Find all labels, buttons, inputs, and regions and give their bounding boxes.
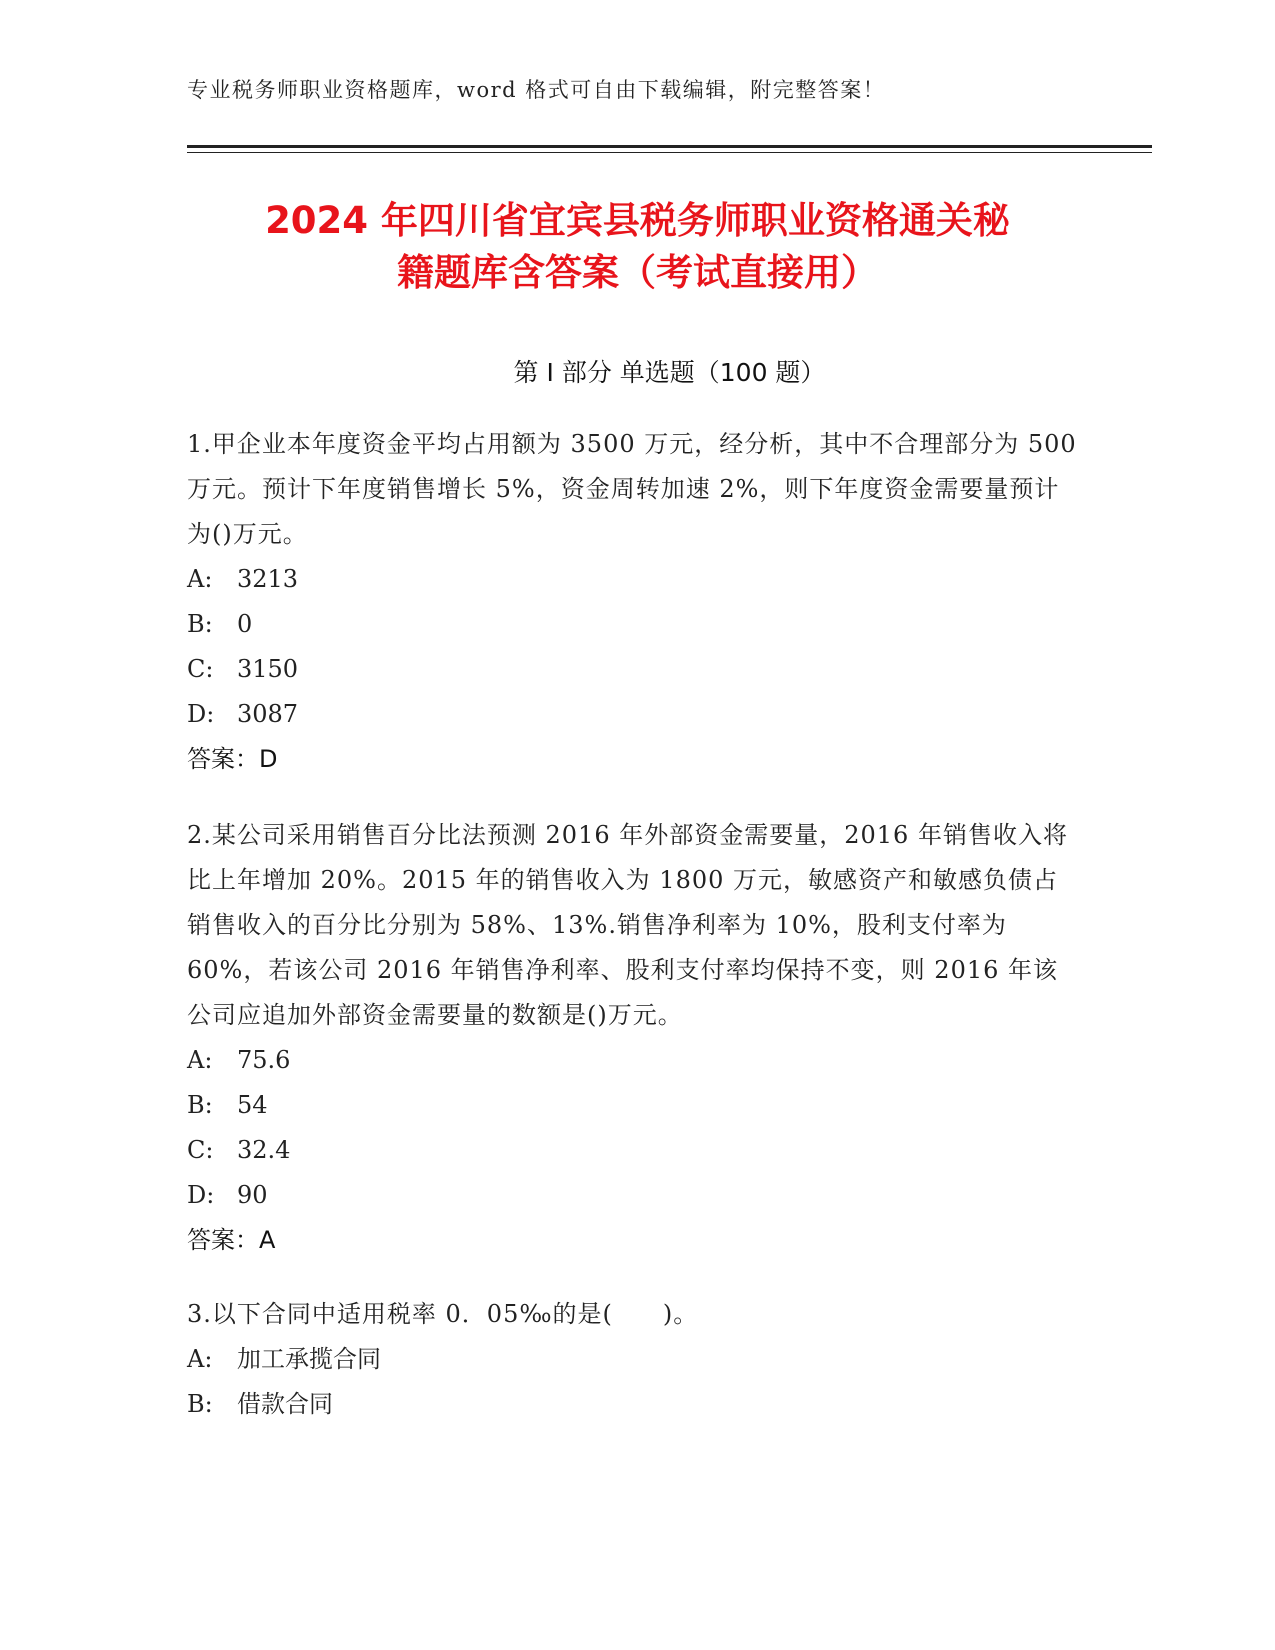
option-value: 90	[237, 1181, 268, 1209]
question-1	[187, 422, 1077, 782]
option-label: B:	[187, 1390, 213, 1418]
option-value: 3213	[237, 565, 299, 593]
option-label: A:	[187, 565, 213, 593]
option-label: D:	[187, 1181, 215, 1209]
header-note: 专业税务师职业资格题库，word 格式可自由下载编辑，附完整答案！	[187, 78, 886, 102]
header-rule-thin	[187, 152, 1152, 153]
option-label: C:	[187, 655, 214, 683]
option-value: 3150	[237, 655, 299, 683]
question-text: 2.某公司采用销售百分比法预测 2016 年外部资金需要量，2016 年销售收入将比上年增加 20%。2015 年的销售收入为 1800 万元，敏感资产和敏感负债占销售收入的百分比分别为 58%、13%.销售净利率为 10%，股利支付率为 60%，若该公司 2016 年销售净利率、股利支付率均保持不变，则 2016 年该公司应追加外部资金需要量的数额是()万元。	[187, 821, 1068, 1029]
question-text: 1.甲企业本年度资金平均占用额为 3500 万元，经分析，其中不合理部分为 500 万元。预计下年度销售增长 5%，资金周转加速 2%，则下年度资金需要量预计为()万元。	[187, 430, 1077, 548]
option-d	[187, 1173, 1077, 1218]
option-label: A:	[187, 1345, 213, 1373]
option-b	[187, 1382, 1077, 1427]
option-label: A:	[187, 1046, 213, 1074]
option-label: D:	[187, 700, 215, 728]
answer: 答案：D	[187, 745, 278, 773]
question-text: 3.以下合同中适用税率 0．05‰的是( )。	[187, 1300, 699, 1328]
option-label: B:	[187, 610, 213, 638]
option-value: 借款合同	[237, 1390, 333, 1418]
answer: 答案：A	[187, 1226, 276, 1254]
title-line-2: 籍题库含答案（考试直接用）	[397, 251, 878, 294]
option-c	[187, 647, 1077, 692]
header-rule-thick	[187, 145, 1152, 148]
option-a	[187, 557, 1077, 602]
option-b	[187, 602, 1077, 647]
option-value: 75.6	[237, 1046, 291, 1074]
option-b	[187, 1083, 1077, 1128]
option-a	[187, 1038, 1077, 1083]
option-value: 3087	[237, 700, 299, 728]
option-a	[187, 1337, 1077, 1382]
option-d	[187, 692, 1077, 737]
option-value: 加工承揽合同	[237, 1345, 381, 1373]
option-value: 32.4	[237, 1136, 291, 1164]
question-3	[187, 1292, 1077, 1427]
option-value: 54	[237, 1091, 268, 1119]
question-2	[187, 813, 1077, 1263]
document-title	[170, 195, 1105, 299]
title-line-1: 2024 年四川省宜宾县税务师职业资格通关秘	[265, 199, 1010, 242]
section-title: 第 I 部分 单选题（100 题）	[513, 358, 826, 387]
option-label: C:	[187, 1136, 214, 1164]
option-c	[187, 1128, 1077, 1173]
option-value: 0	[237, 610, 253, 638]
option-label: B:	[187, 1091, 213, 1119]
